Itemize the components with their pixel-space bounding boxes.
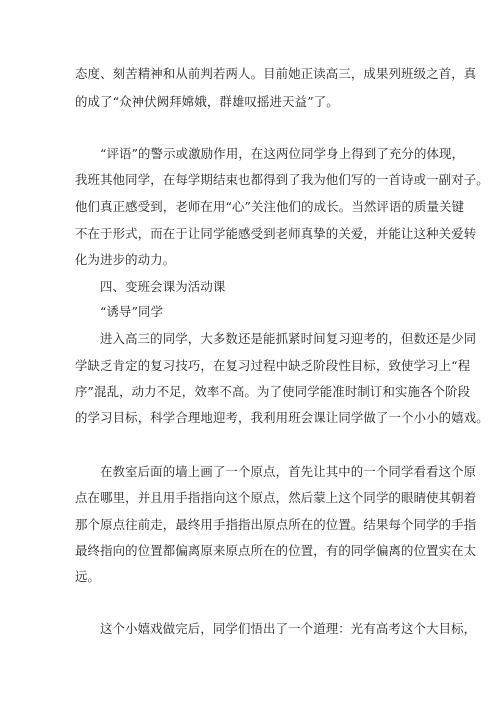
paragraph-line: 化为进步的动力。 — [75, 252, 176, 267]
paragraph-line: 点在哪里，并且用手指指向这个原点，然后蒙上这个同学的眼睛使其朝着 — [75, 490, 477, 505]
paragraph-line: 不在于形式，而在于让同学能感受到老师真挚的关爱，并能让这种关爱转 — [75, 226, 477, 241]
paragraph-line: 态度、刻苦精神和从前判若两人。目前她正读高三，成果列班级之首，真 — [75, 66, 477, 81]
subsection-heading: “诱导”同学 — [100, 304, 164, 319]
paragraph-line: 学缺乏肯定的复习技巧，在复习过程中缺乏阶段性目标，致使学习上“程 — [75, 358, 471, 373]
paragraph-line: 进入高三的同学，大多数还是能抓紧时间复习迎考的，但数还是少同 — [100, 331, 477, 346]
section-heading: 四、变班会课为活动课 — [100, 279, 226, 294]
paragraph-line: 在教室后面的墙上画了一个原点，首先让其中的一个同学看看这个原 — [100, 464, 477, 479]
paragraph-line: 序”混乱，动力不足，效率不高。为了使同学能准时制订和实施各个阶段 — [75, 384, 471, 399]
paragraph-line: 这个小嬉戏做完后，同学们悟出了一个道理：光有高考这个大目标， — [100, 621, 477, 636]
paragraph-line: 远。 — [75, 569, 101, 584]
paragraph-line: 的成了“众神伏阙拜嫦娥，群雄叹摇进天益”了。 — [75, 94, 339, 109]
paragraph-line: 那个原点往前走，最终用手指指出原点所在的位置。结果每个同学的手指 — [75, 517, 477, 532]
paragraph-line: 我班其他同学，在每学期结束也都得到了我为他们写的一首诗或一副对子。 — [75, 172, 489, 187]
paragraph-line: 最终指向的位置都偏离原来原点所在的位置，有的同学偏离的位置实在太 — [75, 543, 477, 558]
paragraph-line: 的学习目标，科学合理地迎考，我利用班会课让同学做了一个小小的嬉戏。 — [75, 410, 489, 425]
paragraph-line: 他们真正感受到，老师在用“心”关注他们的成长。当然评语的质量关键 — [75, 199, 465, 214]
paragraph-line: “评语”的警示或激励作用，在这两位同学身上得到了充分的体现， — [100, 146, 465, 161]
